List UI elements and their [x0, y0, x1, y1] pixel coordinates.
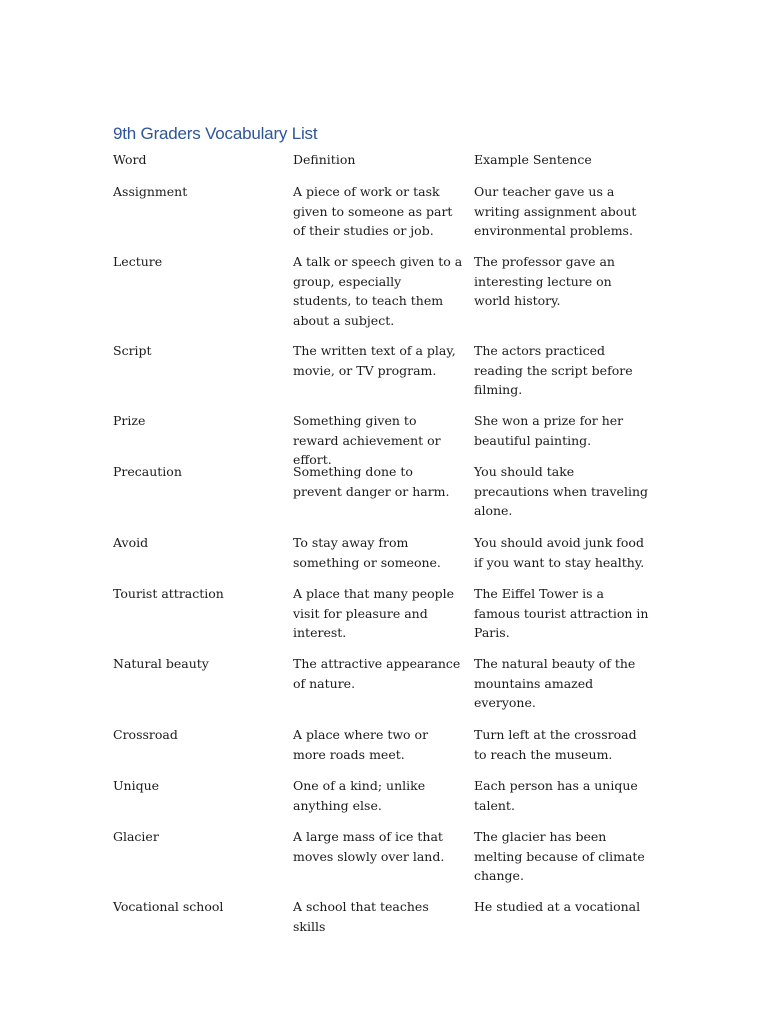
word-cell: Glacier — [113, 829, 159, 844]
example-cell: The natural beauty of the mountains amazed everyone. — [474, 656, 636, 710]
definition-cell: The written text of a play, movie, or TV program. — [293, 343, 456, 378]
example-cell: She won a prize for her beautiful painting. — [474, 413, 624, 448]
example-cell: He studied at a vocational — [474, 899, 641, 914]
word-cell: Crossroad — [113, 727, 178, 742]
definition-cell: A place that many people visit for pleasure and interest. — [293, 586, 455, 640]
definition-cell: A piece of work or task given to someone as part of their studies or job. — [293, 184, 453, 238]
page-title: 9th Graders Vocabulary List — [113, 124, 318, 143]
definition-cell: A school that teaches skills — [293, 899, 429, 934]
example-cell: The glacier has been melting because of climate change. — [474, 829, 645, 883]
definition-cell: A large mass of ice that moves slowly over land. — [293, 829, 445, 864]
word-cell: Precaution — [113, 464, 182, 479]
example-cell: You should avoid junk food if you want to stay healthy. — [474, 535, 645, 570]
header-example: Example Sentence — [474, 152, 592, 167]
definition-cell: The attractive appearance of nature. — [293, 656, 461, 691]
definition-cell: Something done to prevent danger or harm. — [293, 464, 450, 499]
example-cell: The actors practiced reading the script before filming. — [474, 343, 633, 397]
word-cell: Vocational school — [113, 899, 224, 914]
word-cell: Unique — [113, 778, 160, 793]
table-header — [113, 150, 673, 170]
example-cell: Our teacher gave us a writing assignment about environmental problems. — [474, 184, 637, 238]
word-cell: Prize — [113, 413, 146, 428]
word-cell: Avoid — [113, 535, 149, 550]
header-word: Word — [113, 152, 147, 167]
example-cell: The Eiffel Tower is a famous tourist attraction in Paris. — [474, 586, 649, 640]
definition-cell: Something given to reward achievement or effort. — [293, 413, 441, 467]
example-cell: You should take precautions when traveling alone. — [474, 464, 648, 518]
header-definition: Definition — [293, 152, 356, 167]
definition-cell: To stay away from something or someone. — [293, 535, 441, 570]
definition-cell: A talk or speech given to a group, especially students, to teach them about a subject. — [293, 254, 463, 328]
example-cell: The professor gave an interesting lecture on world history. — [474, 254, 615, 308]
example-cell: Each person has a unique talent. — [474, 778, 638, 813]
word-cell: Natural beauty — [113, 656, 209, 671]
word-cell: Tourist attraction — [113, 586, 224, 601]
definition-cell: A place where two or more roads meet. — [293, 727, 429, 762]
example-cell: Turn left at the crossroad to reach the museum. — [474, 727, 637, 762]
word-cell: Script — [113, 343, 152, 358]
word-cell: Assignment — [113, 184, 188, 199]
definition-cell: One of a kind; unlike anything else. — [293, 778, 426, 813]
word-cell: Lecture — [113, 254, 163, 269]
